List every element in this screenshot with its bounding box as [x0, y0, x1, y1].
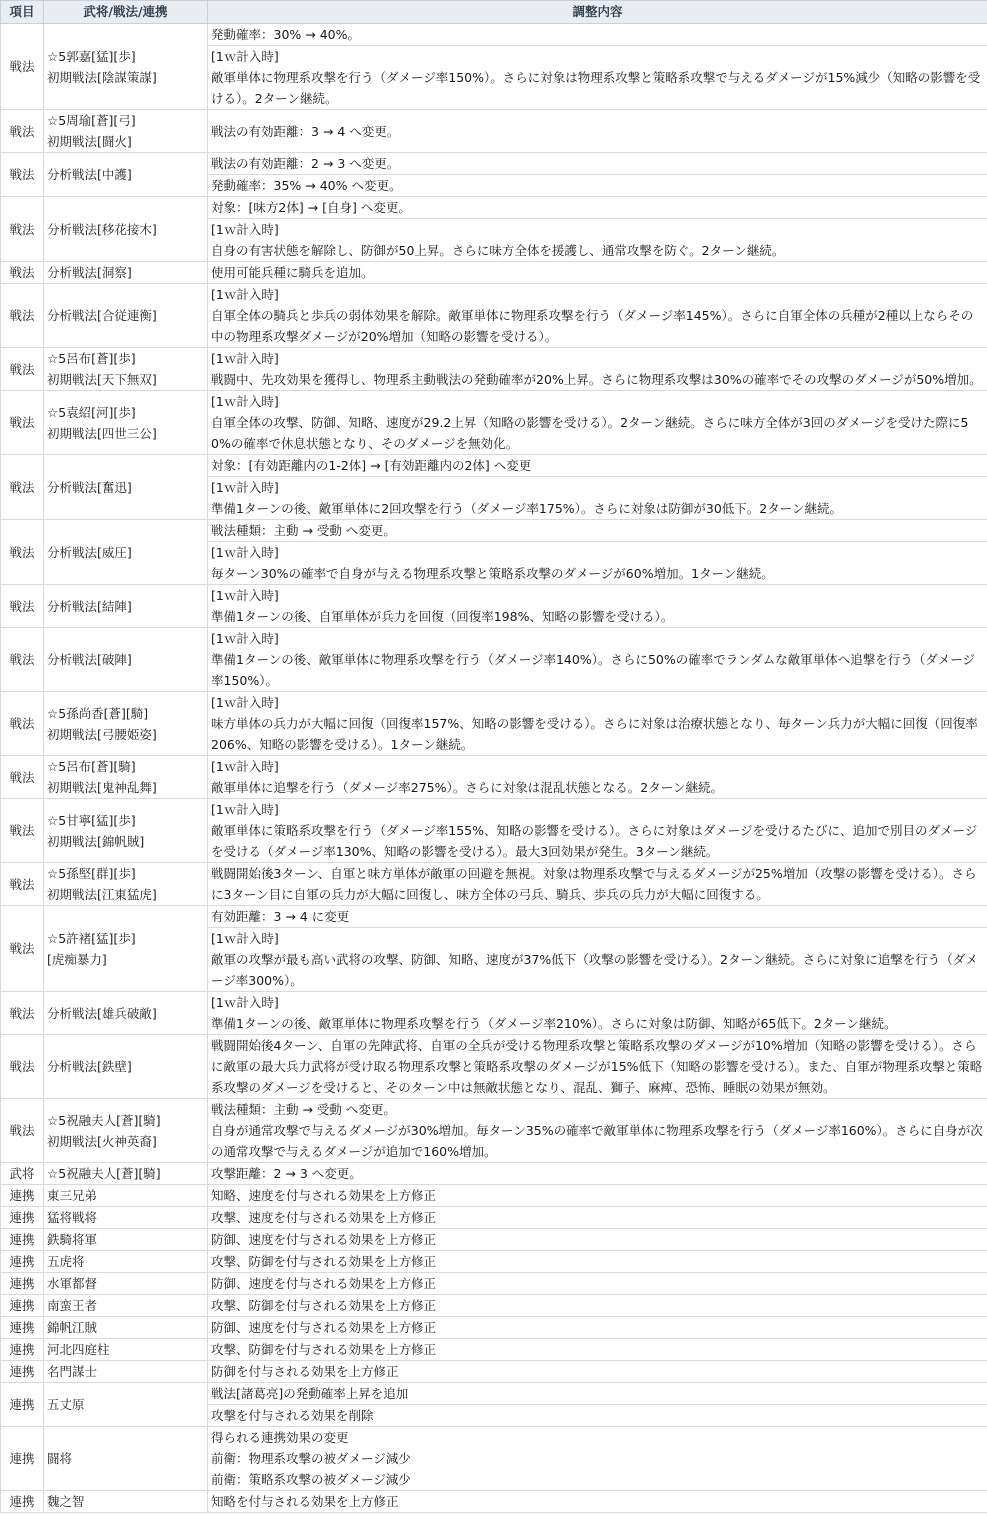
adjustment-line: 攻撃を付与される効果を削除 — [211, 1408, 374, 1423]
adjustment-content — [208, 219, 987, 262]
target-name-line: ☆5周瑜[蒼][弓] — [47, 113, 136, 128]
table-row — [1, 1491, 987, 1513]
target-name-line: ☆5祝融夫人[蒼][騎] — [47, 1112, 161, 1128]
target-name-line: 初期戦法[錦帆賊] — [47, 833, 145, 849]
adjustment-line: 攻撃、防御を付与される効果を上方修正 — [211, 1342, 437, 1357]
adjustment-line: 対象：[味方2体] → [自身] へ変更。 — [211, 200, 411, 215]
adjustment-line: 防御、速度を付与される効果を上方修正 — [211, 1276, 437, 1291]
table-row — [1, 1361, 987, 1383]
row-category: 戦法 — [1, 992, 44, 1035]
adjustment-line: [1ｗ計入時] — [211, 394, 279, 409]
adjustment-line: [1ｗ計入時] — [211, 931, 279, 946]
row-category: 連携 — [1, 1427, 44, 1491]
adjustment-content — [208, 24, 987, 46]
target-name-line: ☆5孫堅[群][歩] — [47, 866, 136, 881]
row-category: 戦法 — [1, 153, 44, 197]
target-name-line: 東三兄弟 — [47, 1188, 98, 1203]
table-body — [1, 24, 987, 1513]
table-row — [1, 1035, 987, 1099]
row-category: 連携 — [1, 1207, 44, 1229]
table-row — [1, 262, 987, 284]
adjustment-line: 知略を付与される効果を上方修正 — [211, 1494, 399, 1509]
target-name-line: 初期戦法[弓腰姫姿] — [47, 726, 157, 742]
adjustment-line: 戦闘中、先攻効果を獲得し、物理系主動戦法の発動確率が20%上昇。さらに物理系攻撃は30%の確率でその攻撃のダメージが50%増加。 — [211, 372, 982, 387]
row-target-name — [44, 348, 208, 391]
row-category: 連携 — [1, 1317, 44, 1339]
row-category: 戦法 — [1, 756, 44, 799]
adjustment-content — [208, 1251, 987, 1273]
target-name-line: 南蛮王者 — [47, 1298, 98, 1313]
row-category: 戦法 — [1, 799, 44, 863]
target-name-line: 分析戦法[洞察] — [47, 265, 132, 280]
header-content: 調整内容 — [208, 1, 987, 24]
table-row — [1, 24, 987, 46]
row-category: 戦法 — [1, 455, 44, 520]
target-name-line: 分析戦法[雄兵破敵] — [47, 1005, 157, 1021]
row-category: 戦法 — [1, 1035, 44, 1099]
row-target-name — [44, 24, 208, 110]
target-name-line: 分析戦法[破陣] — [47, 652, 132, 667]
row-category: 戦法 — [1, 863, 44, 906]
table-row — [1, 1163, 987, 1185]
adjustment-content — [208, 391, 987, 455]
row-category: 戦法 — [1, 906, 44, 992]
table-row — [1, 906, 987, 928]
target-name-line: ☆5祝融夫人[蒼][騎] — [47, 1166, 161, 1181]
row-target-name — [44, 197, 208, 262]
table-row — [1, 284, 987, 348]
row-category: 戦法 — [1, 1099, 44, 1163]
table-row — [1, 992, 987, 1035]
header-target: 武将/戦法/連携 — [44, 1, 208, 24]
row-category: 戦法 — [1, 520, 44, 585]
table-row — [1, 455, 987, 477]
adjustment-content — [208, 863, 987, 906]
target-name-line: ☆5甘寧[猛][歩] — [47, 812, 136, 828]
row-target-name — [44, 1099, 208, 1163]
table-row — [1, 1295, 987, 1317]
target-name-line: 初期戦法[江東猛虎] — [47, 887, 157, 902]
row-target-name — [44, 1383, 208, 1427]
adjustment-content — [208, 906, 987, 928]
adjustment-line: 攻撃、防御を付与される効果を上方修正 — [211, 1254, 437, 1269]
row-category: 連携 — [1, 1295, 44, 1317]
target-name-line: 鉄騎将軍 — [47, 1232, 98, 1247]
table-row — [1, 1251, 987, 1273]
adjustment-content — [208, 1405, 987, 1427]
table-row — [1, 1207, 987, 1229]
table-row — [1, 1273, 987, 1295]
target-name-line: 魏之智 — [47, 1494, 85, 1509]
target-name-line: 初期戦法[鬼神乱舞] — [47, 780, 157, 795]
adjustment-line: 前衛：物理系攻撃の被ダメージ減少 — [211, 1451, 411, 1466]
adjustment-content — [208, 455, 987, 477]
adjustment-content — [208, 1163, 987, 1185]
adjustment-line: [1ｗ計入時] — [211, 802, 279, 817]
adjustment-line: 敵軍単体に策略系攻撃を行う（ダメージ率155%、知略の影響を受ける）。さらに対象はダメージを受けるたびに、追加で別目のダメージを受ける（ダメージ率130%、知略の影響を受ける）。最大3回効果が発生。3ターン継続。 — [211, 823, 978, 859]
adjustment-content — [208, 197, 987, 219]
adjustment-line: 敵軍の攻撃が最も高い武将の攻撃、防御、知略、速度が37%低下（攻撃の影響を受ける）。2ターン継続。さらに対象に追撃を行う（ダメージ率300%）。 — [211, 952, 978, 988]
target-name-line: ☆5袁紹[河][歩] — [47, 404, 136, 420]
target-name-line: ☆5許褚[猛][歩] — [47, 930, 136, 946]
adjustment-line: 戦法[諸葛亮]の発動確率上昇を追加 — [211, 1386, 409, 1401]
target-name-line: 初期戦法[闘火] — [47, 134, 132, 149]
adjustment-line: [1ｗ計入時] — [211, 631, 279, 646]
target-name-line: 河北四庭柱 — [47, 1342, 110, 1357]
table-row — [1, 628, 987, 692]
target-name-line: 闘将 — [47, 1451, 73, 1466]
adjustment-content — [208, 1273, 987, 1295]
row-target-name — [44, 1339, 208, 1361]
row-category: 連携 — [1, 1251, 44, 1273]
adjustment-line: 発動確率：30% → 40%。 — [211, 27, 360, 42]
adjustment-line: [1ｗ計入時] — [211, 545, 279, 560]
adjustment-content — [208, 799, 987, 863]
adjustment-line: 自軍全体の攻撃、防御、知略、速度が29.2上昇（知略の影響を受ける）。2ターン継続。さらに味方全体が3回のダメージを受けた際に50%の確率で休息状態となり、そのダメージを無効化。 — [211, 415, 969, 451]
adjustment-line: 毎ターン30%の確率で自身が与える物理系攻撃と策略系攻撃のダメージが60%増加。1ターン継続。 — [211, 566, 774, 581]
target-name-line: 五虎将 — [47, 1254, 85, 1269]
table-row — [1, 391, 987, 455]
adjustment-content — [208, 692, 987, 756]
adjustment-line: 防御、速度を付与される効果を上方修正 — [211, 1232, 437, 1247]
adjustment-content — [208, 110, 987, 153]
header-item: 項目 — [1, 1, 44, 24]
adjustment-content — [208, 520, 987, 542]
adjustment-content — [208, 1185, 987, 1207]
row-target-name — [44, 628, 208, 692]
adjustment-line: 知略、速度を付与される効果を上方修正 — [211, 1188, 437, 1203]
adjustment-content — [208, 542, 987, 585]
table-row — [1, 1383, 987, 1405]
row-category: 戦法 — [1, 585, 44, 628]
row-target-name — [44, 1229, 208, 1251]
row-target-name — [44, 756, 208, 799]
target-name-line: ☆5呂布[蒼][騎] — [47, 759, 136, 774]
row-target-name — [44, 391, 208, 455]
table-row — [1, 1229, 987, 1251]
row-target-name — [44, 1491, 208, 1513]
adjustment-content — [208, 262, 987, 284]
row-category: 戦法 — [1, 24, 44, 110]
adjustment-line: 得られる連携効果の変更 — [211, 1430, 349, 1445]
target-name-line: 錦帆江賊 — [47, 1320, 98, 1335]
adjustment-content — [208, 1383, 987, 1405]
table-row — [1, 1427, 987, 1491]
row-category: 連携 — [1, 1185, 44, 1207]
target-name-line: 分析戦法[中護] — [47, 167, 132, 182]
table-row — [1, 153, 987, 175]
row-category: 連携 — [1, 1383, 44, 1427]
target-name-line: 初期戦法[陰謀策謀] — [47, 69, 157, 85]
row-target-name — [44, 1273, 208, 1295]
row-category: 戦法 — [1, 197, 44, 262]
adjustment-line: 攻撃距離：2 → 3 へ変更。 — [211, 1166, 362, 1181]
table-row — [1, 692, 987, 756]
row-target-name — [44, 1185, 208, 1207]
adjustment-line: 戦法種類：主動 → 受動 へ変更。 — [211, 523, 396, 538]
table-row — [1, 799, 987, 863]
adjustment-line: 敵軍単体に追撃を行う（ダメージ率275%）。さらに対象は混乱状態となる。2ターン継続。 — [211, 780, 723, 795]
adjustment-content — [208, 1427, 987, 1491]
row-target-name — [44, 992, 208, 1035]
adjustment-line: 戦闘開始後3ターン、自軍と味方単体が敵軍の回避を無視。対象は物理系攻撃で与えるダメージが25%増加（攻撃の影響を受ける）。さらに3ターン目に自軍の兵力が大幅に回復し、味方全体の弓兵、騎兵、歩兵の兵力が大幅に回復する。 — [211, 866, 977, 902]
row-target-name — [44, 1163, 208, 1185]
row-category: 戦法 — [1, 692, 44, 756]
row-category: 連携 — [1, 1339, 44, 1361]
row-target-name — [44, 110, 208, 153]
row-category: 連携 — [1, 1273, 44, 1295]
adjustment-content — [208, 1207, 987, 1229]
table-row — [1, 1099, 987, 1163]
adjustment-line: 敵軍単体に物理系攻撃を行う（ダメージ率150%）。さらに対象は物理系攻撃と策略系攻撃で与えるダメージが15%減少（知略の影響を受ける）。2ターン継続。 — [211, 70, 981, 106]
adjustment-line: 自軍全体の騎兵と歩兵の弱体効果を解除。敵軍単体に物理系攻撃を行う（ダメージ率145%）。さらに自軍全体の兵種が2種以上ならその中の物理系攻撃ダメージが20%増加（知略の影響を受ける）。 — [211, 308, 974, 344]
adjustment-line: 攻撃、防御を付与される効果を上方修正 — [211, 1298, 437, 1313]
adjustment-line: 有効距離：3 → 4 に変更 — [211, 909, 350, 924]
row-target-name — [44, 863, 208, 906]
adjustment-content — [208, 1035, 987, 1099]
adjustment-content — [208, 1491, 987, 1513]
adjustment-content — [208, 348, 987, 391]
row-category: 戦法 — [1, 262, 44, 284]
row-target-name — [44, 153, 208, 197]
adjustment-content — [208, 477, 987, 520]
row-target-name — [44, 799, 208, 863]
target-name-line: 初期戦法[火神英裔] — [47, 1133, 157, 1149]
target-name-line: ☆5郭嘉[猛][歩] — [47, 48, 136, 64]
table-row — [1, 1185, 987, 1207]
target-name-line: 分析戦法[奮迅] — [47, 479, 132, 495]
target-name-line: 分析戦法[移花接木] — [47, 221, 157, 237]
adjustment-content — [208, 1229, 987, 1251]
adjustment-content — [208, 153, 987, 175]
adjustment-line: [1ｗ計入時] — [211, 480, 279, 495]
target-name-line: 分析戦法[結陣] — [47, 598, 132, 614]
adjustment-line: [1ｗ計入時] — [211, 588, 279, 603]
target-name-line: 分析戦法[威圧] — [47, 544, 132, 560]
target-name-line: 水軍都督 — [47, 1276, 98, 1291]
table-row — [1, 1317, 987, 1339]
row-target-name — [44, 1361, 208, 1383]
adjustment-line: 攻撃、速度を付与される効果を上方修正 — [211, 1210, 437, 1225]
row-target-name — [44, 520, 208, 585]
target-name-line: ☆5孫尚香[蒼][騎] — [47, 705, 149, 721]
adjustment-line: 準備1ターンの後、敵軍単体に2回攻撃を行う（ダメージ率175%）。さらに対象は防御が30低下。2ターン継続。 — [211, 501, 843, 516]
adjustment-line: 発動確率：35% → 40% へ変更。 — [211, 178, 402, 193]
table-row — [1, 585, 987, 628]
adjustment-content — [208, 1295, 987, 1317]
row-target-name — [44, 1251, 208, 1273]
adjustment-content — [208, 1317, 987, 1339]
row-category: 戦法 — [1, 628, 44, 692]
table-row — [1, 863, 987, 906]
table-row — [1, 110, 987, 153]
adjustment-content — [208, 628, 987, 692]
adjustment-line: 使用可能兵種に騎兵を追加。 — [211, 265, 374, 280]
target-name-line: 初期戦法[四世三公] — [47, 425, 157, 441]
adjustment-line: [1ｗ計入時] — [211, 287, 279, 302]
target-name-line: 猛将戦将 — [47, 1210, 98, 1225]
table-row — [1, 197, 987, 219]
adjustment-line: [1ｗ計入時] — [211, 695, 279, 710]
adjustment-content — [208, 928, 987, 992]
adjustment-line: [1ｗ計入時] — [211, 351, 279, 366]
row-category: 連携 — [1, 1491, 44, 1513]
table-row — [1, 756, 987, 799]
adjustment-line: [1ｗ計入時] — [211, 49, 279, 64]
row-category: 武将 — [1, 1163, 44, 1185]
adjustment-line: 準備1ターンの後、敵軍単体に物理系攻撃を行う（ダメージ率210%）。さらに対象は防御、知略が65低下。2ターン継続。 — [211, 1016, 897, 1031]
table-row — [1, 348, 987, 391]
target-name-line: 名門謀士 — [47, 1364, 98, 1379]
adjustment-content — [208, 1339, 987, 1361]
table-row — [1, 1339, 987, 1361]
adjustment-content — [208, 46, 987, 110]
row-target-name — [44, 1427, 208, 1491]
adjustment-line: 戦法種類：主動 → 受動 へ変更。 — [211, 1102, 396, 1117]
adjustment-content — [208, 175, 987, 197]
row-target-name — [44, 1295, 208, 1317]
target-name-line: 分析戦法[合従連衡] — [47, 308, 157, 323]
row-target-name — [44, 692, 208, 756]
row-target-name — [44, 1317, 208, 1339]
table-header-row — [1, 1, 987, 24]
adjustment-line: 防御、速度を付与される効果を上方修正 — [211, 1320, 437, 1335]
adjustment-content — [208, 1099, 987, 1163]
adjustment-content — [208, 756, 987, 799]
adjustment-line: 味方単体の兵力が大幅に回復（回復率157%、知略の影響を受ける）。さらに対象は治療状態となり、毎ターン兵力が大幅に回復（回復率206%、知略の影響を受ける）。1ターン継続。 — [211, 716, 978, 752]
row-category: 戦法 — [1, 110, 44, 153]
row-category: 戦法 — [1, 391, 44, 455]
adjustment-line: 準備1ターンの後、敵軍単体に物理系攻撃を行う（ダメージ率140%）。さらに50%の確率でランダムな敵軍単体へ追撃を行う（ダメージ率150%）。 — [211, 652, 975, 688]
adjustment-line: 戦法の有効距離：2 → 3 へ変更。 — [211, 156, 400, 171]
row-target-name — [44, 585, 208, 628]
table-row — [1, 520, 987, 542]
adjustment-line: 自身の有害状態を解除し、防御が50上昇。さらに味方全体を援護し、通常攻撃を防ぐ。2ターン継続。 — [211, 243, 785, 258]
adjustment-content — [208, 284, 987, 348]
adjustment-content — [208, 992, 987, 1035]
row-target-name — [44, 455, 208, 520]
row-target-name — [44, 262, 208, 284]
adjustment-line: 戦闘開始後4ターン、自軍の先陣武将、自軍の全兵が受ける物理系攻撃と策略系攻撃のダメージが10%増加（知略の影響を受ける）。さらに敵軍の最大兵力武将が受け取る物理系攻撃と策略系攻撃のダメージが15%低下（知略の影響を受ける）。また、自軍が物理系攻撃と策略系攻撃のダメージを受けると、そのターン中は無敵状態となり、混乱、獅子、麻痺、恐怖、睡眠の効果が無効。 — [211, 1038, 983, 1095]
adjustment-line: 準備1ターンの後、自軍単体が兵力を回復（回復率198%、知略の影響を受ける）。 — [211, 609, 674, 624]
adjustment-line: 防御を付与される効果を上方修正 — [211, 1364, 399, 1379]
row-category: 連携 — [1, 1361, 44, 1383]
row-target-name — [44, 1035, 208, 1099]
adjustment-line: 戦法の有効距離：3 → 4 へ変更。 — [211, 123, 400, 139]
adjustment-line: 対象：[有効距離内の1-2体] → [有効距離内の2体] へ変更 — [211, 458, 532, 473]
adjustment-line: [1ｗ計入時] — [211, 222, 279, 237]
adjustment-line: [1ｗ計入時] — [211, 995, 279, 1010]
target-name-line: ☆5呂布[蒼][歩] — [47, 351, 136, 366]
adjustment-line: 自身が通常攻撃で与えるダメージが30%増加。毎ターン35%の確率で敵軍単体に物理系攻撃を行う（ダメージ率160%）。さらに自身が次の通常攻撃で与えるダメージが追加で160%増加。 — [211, 1123, 983, 1159]
target-name-line: 分析戦法[鉄壁] — [47, 1059, 132, 1074]
adjustment-content — [208, 585, 987, 628]
row-target-name — [44, 906, 208, 992]
adjustment-line: [1ｗ計入時] — [211, 759, 279, 774]
target-name-line: [虎痴暴力] — [47, 951, 107, 967]
row-category: 連携 — [1, 1229, 44, 1251]
target-name-line: 初期戦法[天下無双] — [47, 372, 157, 387]
row-target-name — [44, 284, 208, 348]
adjustment-content — [208, 1361, 987, 1383]
target-name-line: 五丈原 — [47, 1397, 85, 1412]
adjustment-line: 前衛：策略系攻撃の被ダメージ減少 — [211, 1472, 411, 1487]
row-target-name — [44, 1207, 208, 1229]
row-category: 戦法 — [1, 284, 44, 348]
row-category: 戦法 — [1, 348, 44, 391]
